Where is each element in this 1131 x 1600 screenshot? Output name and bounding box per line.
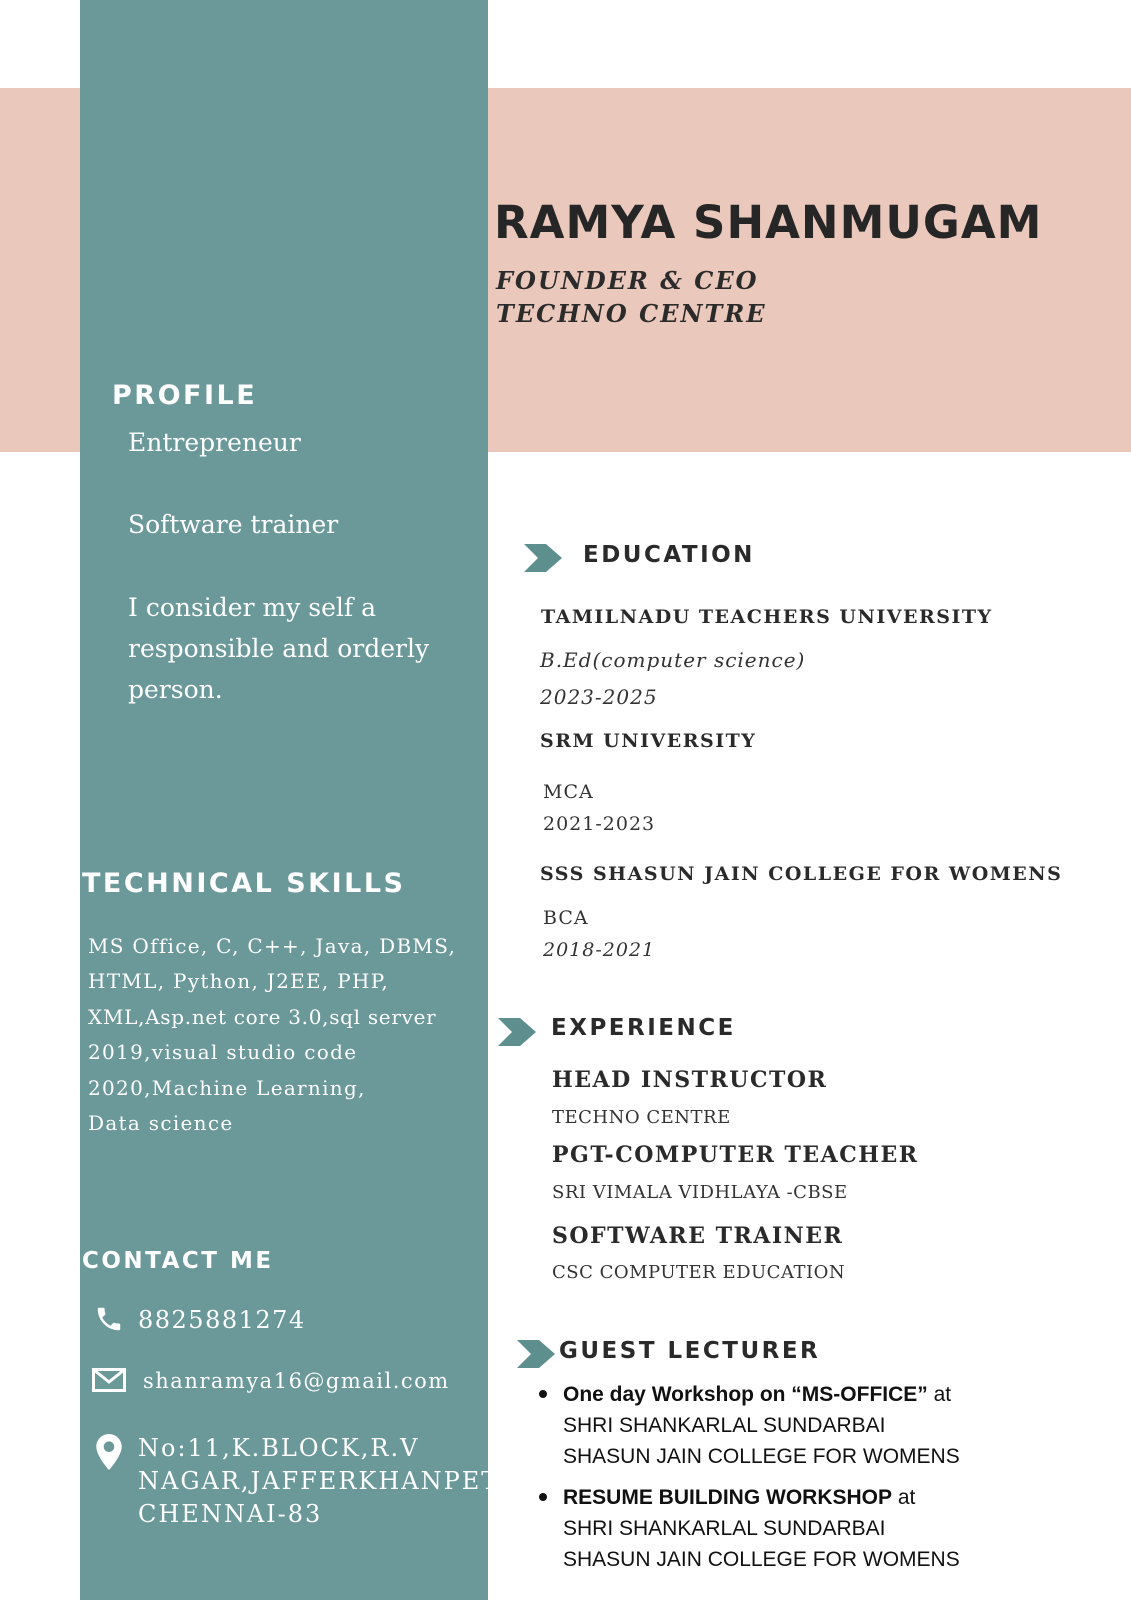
sidebar (80, 0, 488, 1600)
guest-lecture-item (563, 1482, 960, 1575)
skills-line: 2019,visual studio code (88, 1040, 358, 1064)
address-line: CHENNAI-83 (138, 1500, 323, 1528)
profile-line-trainer: Software trainer (128, 510, 339, 539)
skills-line: 2020,Machine Learning, (88, 1076, 366, 1100)
chevron-arrow-icon (524, 544, 562, 572)
guest-lecturer-heading: GUEST LECTURER (559, 1338, 821, 1364)
address-line: NAGAR,JAFFERKHANPET (138, 1467, 500, 1495)
profile-statement-line: person. (128, 675, 223, 704)
bullet-dot (539, 1493, 547, 1501)
profile-heading: PROFILE (112, 380, 258, 411)
guest-lecture-at: at (927, 1383, 952, 1406)
address-line: No:11,K.BLOCK,R.V (138, 1434, 420, 1462)
skills-line: HTML, Python, J2EE, PHP, (88, 969, 390, 993)
guest-lecture-item (563, 1379, 960, 1472)
education-years: 2018-2021 (543, 939, 656, 961)
experience-org: SRI VIMALA VIDHLAYA -CBSE (552, 1182, 848, 1203)
guest-lecture-venue: SHASUN JAIN COLLEGE FOR WOMENS (563, 1548, 960, 1571)
guest-lecture-venue: SHRI SHANKARLAL SUNDARBAI (563, 1517, 886, 1540)
bullet-dot (539, 1390, 547, 1398)
profile-statement-line: I consider my self a (128, 593, 376, 622)
experience-heading: EXPERIENCE (551, 1015, 736, 1041)
envelope-icon (92, 1368, 126, 1392)
guest-lecture-title (563, 1379, 960, 1410)
map-pin-icon (96, 1434, 122, 1470)
profile-statement-line: responsible and orderly (128, 634, 430, 663)
skills-line: Data science (88, 1111, 234, 1135)
education-degree: MCA (543, 781, 594, 803)
email-address[interactable]: shanramya16@gmail.com (143, 1369, 450, 1393)
education-degree: BCA (543, 907, 589, 929)
guest-lecture-venue: SHRI SHANKARLAL SUNDARBAI (563, 1414, 886, 1437)
education-years: 2023-2025 (540, 685, 658, 709)
experience-title: HEAD INSTRUCTOR (552, 1067, 828, 1093)
experience-title: PGT-COMPUTER TEACHER (552, 1142, 919, 1168)
guest-lecture-topic: One day Workshop on “MS-OFFICE” (563, 1383, 928, 1406)
education-institution: SRM UNIVERSITY (540, 730, 757, 752)
company-name: TECHNO CENTRE (496, 299, 767, 328)
education-heading: EDUCATION (583, 542, 755, 568)
skills-heading: TECHNICAL SKILLS (82, 868, 406, 899)
skills-line: MS Office, C, C++, Java, DBMS, (88, 934, 457, 958)
guest-lecture-topic: RESUME BUILDING WORKSHOP (563, 1486, 893, 1509)
guest-lecture-venue: SHASUN JAIN COLLEGE FOR WOMENS (563, 1445, 960, 1468)
person-name: RAMYA SHANMUGAM (494, 196, 1043, 249)
job-title: FOUNDER & CEO (496, 266, 759, 295)
guest-lecture-at: at (892, 1486, 916, 1509)
experience-org: TECHNO CENTRE (552, 1107, 731, 1128)
experience-title: SOFTWARE TRAINER (552, 1223, 844, 1249)
education-institution: TAMILNADU TEACHERS UNIVERSITY (541, 606, 993, 628)
profile-line-entrepreneur: Entrepreneur (128, 428, 301, 457)
experience-org: CSC COMPUTER EDUCATION (552, 1262, 846, 1283)
education-years: 2021-2023 (543, 813, 656, 835)
skills-line: XML,Asp.net core 3.0,sql server (88, 1005, 437, 1029)
education-degree: B.Ed(computer science) (540, 648, 806, 672)
phone-number[interactable]: 8825881274 (138, 1306, 306, 1334)
education-institution: SSS SHASUN JAIN COLLEGE FOR WOMENS (540, 863, 1063, 885)
chevron-arrow-icon (498, 1018, 536, 1046)
phone-icon (94, 1304, 124, 1334)
guest-lecture-title (563, 1482, 960, 1513)
chevron-arrow-icon (517, 1340, 555, 1368)
contact-heading: CONTACT ME (82, 1248, 274, 1274)
